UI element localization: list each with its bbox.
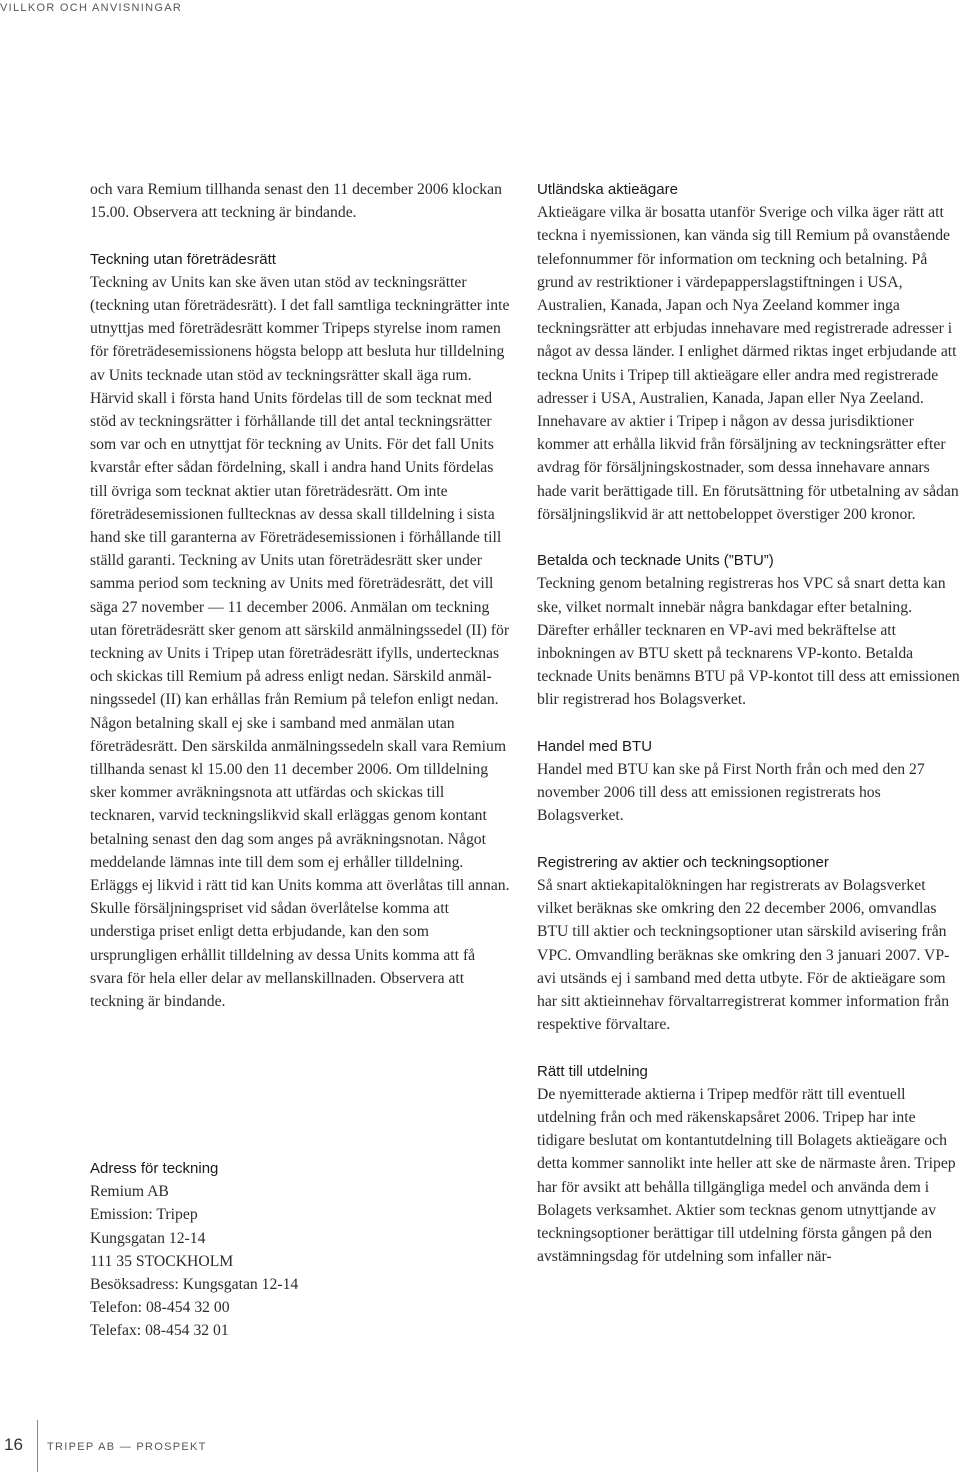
section-heading-btu: Betalda och tecknade Units (”BTU”): [537, 552, 774, 570]
spacer: [537, 712, 960, 735]
address-heading: Adress för teckning: [90, 1160, 219, 1177]
section-body-registrering: Så snart aktiekapitalökningen har registrerats av Bolagsverket vilket beräknas ske omkring den 22 december 2006, omvandlas BTU till aktier och teckningsoptioner utan särskild avisering från VPC. Omvandling beräknas ske omkring den 3 januari 2007. VP-avi utsänds ej i samband med detta utbyte. För de aktieägare som har sitt aktieinnehav förvaltarregistrerat kommer information från respektive förvaltare.: [537, 877, 950, 1034]
address-company: Remium AB: [90, 1183, 169, 1201]
section-body-utlandska-aktieagare: Aktieägare vilka är bosatta utanför Sverige och vilka äger rätt att teckna i nyemissionen, kan vända sig till Remium på ovanstående telefonnummer för information om teckning och betalning. På grund av restriktioner i värdepapperslagstiftningen i USA, Australien, Kanada, Japan och Nya Zeeland kommer inga teckningsrätter att erbjudas innehavare med registrerade adresser i något av dessa länder. I enlighet därmed riktas inget erbjudande att teckna Units i Tripep till aktieägare eller andra med registrerade adresser i USA, Australien, Kanada, Japan eller Nya Zeeland. Innehavare av aktier i Tripep i någon av dessa jurisdiktioner kommer att erhålla likvid från försäljning av teckningsrätter efter avdrag för försäljningskostnader, som dessa innehavare annars hade varit berättigade till. En förutsättning för utbetalning av sådan försäljningslikvid är att nettobeloppet överstiger 200 kronor.: [537, 204, 959, 523]
section-heading-registrering: Registrering av aktier och teckningsoptioner: [537, 853, 829, 871]
page-number: 16: [4, 1435, 23, 1454]
section-heading-handel-med-btu: Handel med BTU: [537, 737, 653, 755]
footer-publication-title: TRIPEP AB — PROSPEKT: [47, 1441, 207, 1453]
address-postal: 111 35 STOCKHOLM: [90, 1252, 234, 1270]
spacer: [90, 224, 510, 247]
address-lines: [90, 1180, 510, 1342]
address-emission: Emission: Tripep: [90, 1206, 198, 1224]
spacer: [537, 526, 960, 549]
section-body-btu: Teckning genom betalning registreras hos VPC så snart detta kan ske, vilket normalt innebär några bankdagar efter betalning. Därefter erhåller tecknaren en VP-avi med bekräftelse att inbokningen av BTU skett på tecknarens VP-konto. Betalda tecknade Units benämns BTU på VP-kontot till dess att emissionen blir registrerad hos Bolagsverket.: [537, 575, 960, 709]
address-street: Kungsgatan 12-14: [90, 1229, 206, 1247]
left-column: [90, 178, 510, 1013]
running-header: VILLKOR OCH ANVISNINGAR: [0, 2, 183, 14]
address-block: [90, 1157, 510, 1343]
intro-paragraph: och vara Remium tillhanda senast den 11 december 2006 klockan 15.00. Observera att teckning är bindande.: [90, 181, 502, 222]
section-body-handel-med-btu: Handel med BTU kan ske på First North från och med den 27 november 2006 till dess att emissionen registrerats hos Bolagsverket.: [537, 761, 925, 825]
address-fax: Telefax: 08-454 32 01: [90, 1322, 229, 1340]
right-column: [537, 178, 960, 1268]
section-heading-ratt-till-utdelning: Rätt till utdelning: [537, 1062, 648, 1080]
address-phone: Telefon: 08-454 32 00: [90, 1299, 230, 1317]
section-heading-utlandska-aktieagare: Utländska aktieägare: [537, 181, 678, 198]
spacer: [537, 1036, 960, 1059]
section-body-teckning-utan-foretradesratt: Teckning av Units kan ske även utan stöd av teckningsrätter (teckning utan företrädesrätt). I det fall samtliga teckningrätter inte utnyttjas med företrädesrätt kommer Tripeps styrelse inom ramen för företrädesemissionens högsta belopp att besluta hur tilldelning av Units tecknade utan stöd av teckningsrätter skall äga rum. Härvid skall i första hand Units fördelas till de som tecknat med stöd av teckningsrätter i förhållande till det antal teckningsrätter som var och en utnyttjat för teckning av Units. För det fall Units kvarstår efter sådan fördelning, skall i andra hand Units fördelas till övriga som tecknat aktier utan företrädesrätt. Om inte företrädesemissionen fulltecknas av dessa skall tilldelning i sista hand ske till garanterna av Företrädesemissionen i förhållande till ställd garanti. Teckning av Units utan företrädesrätt sker under samma period som teckning av Units med företrädesrätt, det vill säga 27 november — 11 december 2006. Anmälan om teckning utan företrädesrätt sker genom att särskild anmälningssedel (II) för teckning av Units i Tripep utan företrädesrätt ifylls, undertecknas och skickas till Remium på adress enligt nedan. Särskild anmälningssedel (II) kan erhållas från Remium på telefon enligt nedan. Någon betalning skall ej ske i samband med anmälan utan företrädesrätt. Den särskilda anmälningssedeln skall vara Remium tillhanda senast kl 15.00 den 11 december 2006. Om tilldelning sker kommer avräkningsnota att utfärdas och skickas till tecknaren, varvid teckningslikvid skall erläggas genom kontant betalning senast den dag som anges på avräkningsnotan. Något meddelande lämnas inte till dem som ej erhåller tilldelning. Erläggs ej likvid i rätt tid kan Units komma att överlåtas till annan. Skulle försäljningspriset vid sådan överlåtelse komma att understiga priset enligt detta erbjudande, kan den som ursprungligen erhållit tilldelning av dessa Units komma att få svara för hela eller delar av mellanskillnaden. Observera att teckning är bindande.: [90, 273, 510, 1011]
footer-divider: [37, 1420, 38, 1472]
spacer: [537, 828, 960, 851]
address-visiting: Besöksadress: Kungsgatan 12-14: [90, 1276, 299, 1294]
section-heading-teckning-utan-foretradesratt: Teckning utan företrädesrätt: [90, 250, 276, 268]
section-body-ratt-till-utdelning: De nyemitterade aktierna i Tripep medför rätt till eventuell utdelning från och med räkenskapsåret 2006. Tripep har inte tidigare beslutat om kontantutdelning till Bolagets aktieägare och detta kommer sannolikt inte heller att ske de närmaste åren. Tripep har för avsikt att behålla tillgängliga medel och använda dem i Bolagets verksamhet. Aktier som tecknas genom utnyttjande av teckningsoptioner berättigar till utdelning första gången på den avstämningsdag för utdelning som infaller när-: [537, 1085, 956, 1266]
